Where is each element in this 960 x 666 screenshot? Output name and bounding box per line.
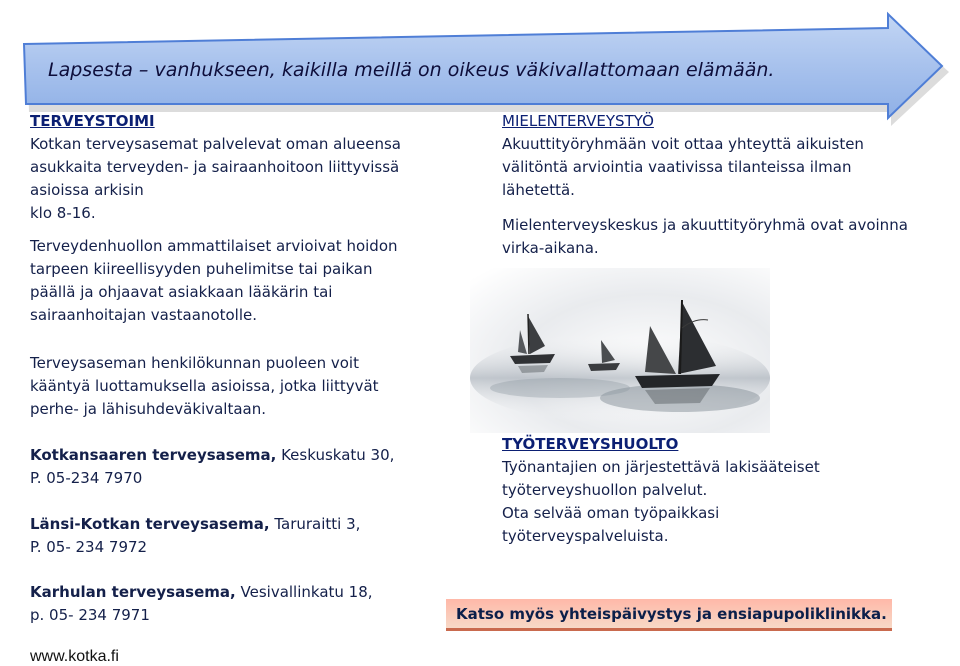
mielenterveys-section (502, 110, 864, 202)
website-link[interactable]: www.kotka.fi (30, 648, 119, 665)
station-lansi-kotka (30, 513, 360, 559)
tyoterveys-heading: TYÖTERVEYSHUOLTO (502, 435, 679, 453)
station-address: Vesivallinkatu 18, (235, 583, 373, 601)
text-line: virka-aikana. (502, 239, 599, 257)
text-line: kääntyä luottamuksella asioissa, jotka liittyvät (30, 377, 379, 395)
terveystoimi-paragraph-2 (30, 235, 398, 327)
tyoterveys-section (502, 433, 820, 548)
banner-slogan: Lapsesta – vanhukseen, kaikilla meillä on oikeus väkivallattomaan elämään. (48, 59, 775, 81)
text-line: perhe- ja lähisuhdeväkivaltaan. (30, 400, 267, 418)
station-name: Karhulan terveysasema, (30, 583, 236, 601)
terveystoimi-heading: TERVEYSTOIMI (30, 112, 155, 130)
terveystoimi-p1-line: Kotkan terveysasemat palvelevat oman alueensa (30, 135, 401, 153)
text-line: Työnantajien on järjestettävä lakisääteiset (502, 458, 820, 476)
station-phone: p. 05- 234 7971 (30, 606, 150, 624)
sailboat-sculpture-photo (470, 268, 770, 433)
station-name: Länsi-Kotkan terveysasema, (30, 515, 270, 533)
station-address: Taruraitti 3, (269, 515, 361, 533)
text-line: Ota selvää oman työpaikkasi (502, 504, 720, 522)
mielenterveys-paragraph-2 (502, 214, 908, 260)
terveystoimi-p1-line: asioissa arkisin (30, 181, 144, 199)
text-line: työterveyshuollon palvelut. (502, 481, 708, 499)
station-kotkansaari (30, 444, 394, 490)
text-line: Mielenterveyskeskus ja akuuttityöryhmä ovat avoinna (502, 216, 908, 234)
text-line: Terveysaseman henkilökunnan puoleen voit (30, 354, 359, 372)
text-line: välitöntä arviointia vaativissa tilanteissa ilman (502, 158, 852, 176)
station-karhula (30, 581, 373, 627)
station-address: Keskuskatu 30, (276, 446, 395, 464)
text-line: päällä ja ohjaavat asiakkaan lääkärin tai (30, 283, 333, 301)
terveystoimi-p1-line: asukkaita terveyden- ja sairaanhoitoon liittyvissä (30, 158, 400, 176)
text-line: lähetettä. (502, 181, 575, 199)
station-phone: P. 05- 234 7972 (30, 538, 148, 556)
terveystoimi-paragraph-3 (30, 352, 379, 421)
text-line: sairaanhoitajan vastaanotolle. (30, 306, 258, 324)
text-line: tarpeen kiireellisyyden puhelimitse tai paikan (30, 260, 373, 278)
text-line: Akuuttityöryhmään voit ottaa yhteyttä aikuisten (502, 135, 864, 153)
station-phone: P. 05-234 7970 (30, 469, 143, 487)
station-name: Kotkansaaren terveysasema, (30, 446, 277, 464)
note-text: Katso myös yhteispäivystys ja ensiapupoliklinikka. (456, 605, 887, 623)
text-line: Terveydenhuollon ammattilaiset arvioivat hoidon (30, 237, 398, 255)
terveystoimi-section (30, 110, 401, 225)
text-line: työterveyspalveluista. (502, 527, 669, 545)
mielenterveys-heading: MIELENTERVEYSTYÖ (502, 112, 654, 130)
terveystoimi-p1-line: klo 8-16. (30, 204, 96, 222)
note-box (446, 599, 892, 631)
